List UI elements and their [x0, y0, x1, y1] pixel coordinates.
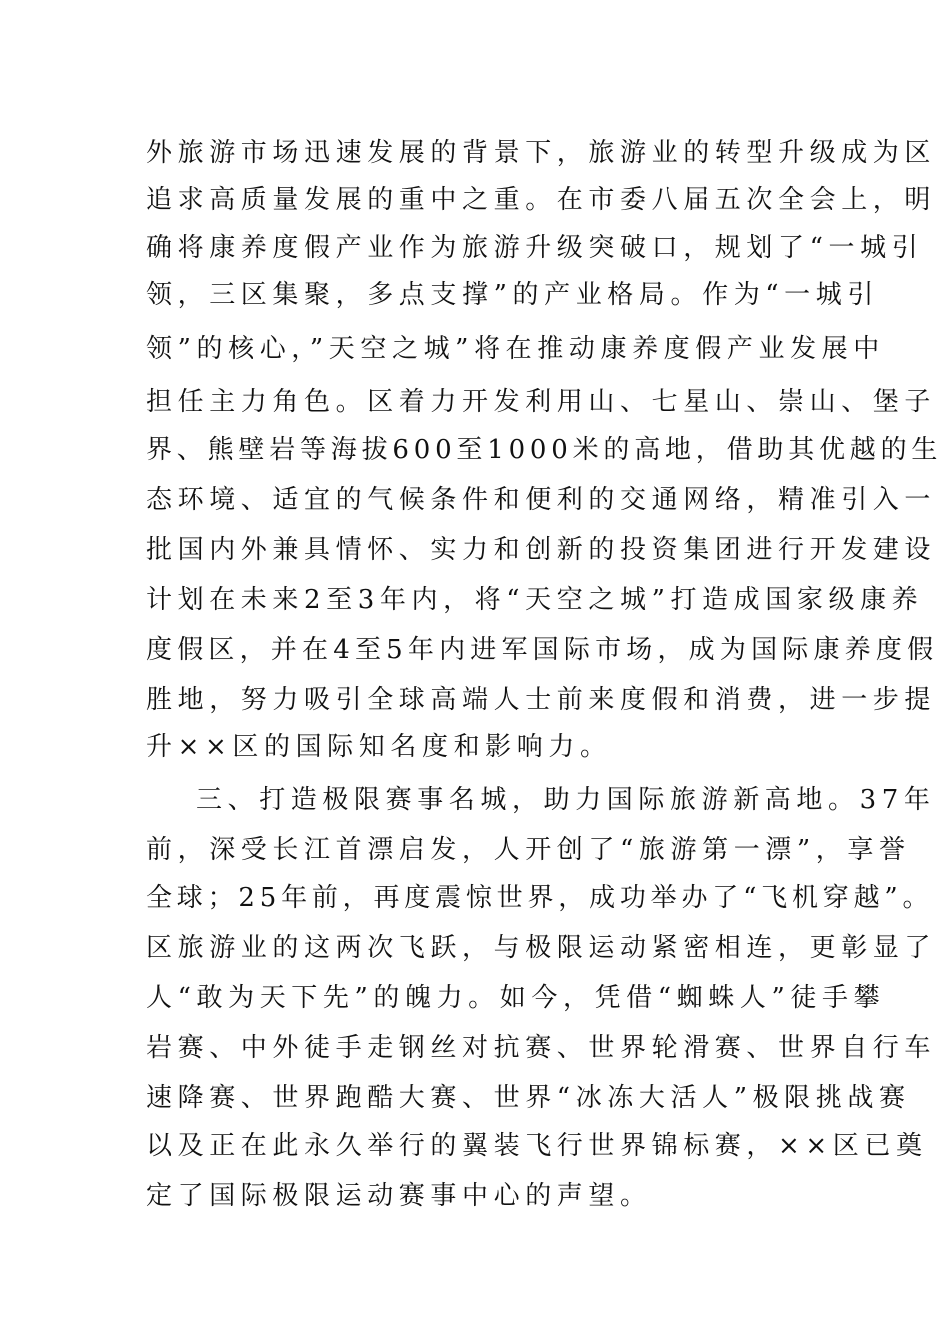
text-line: 以及正在此永久举行的翼装飞行世界锦标赛，××区已奠 — [146, 1131, 928, 1161]
text-line: 前，深受长江首漂启发，人开创了“旅游第一漂”，享誉 — [146, 835, 911, 865]
text-line: 界、熊壁岩等海拔600至1000米的高地，借助其优越的生 — [146, 435, 943, 465]
text-line: 态环境、适宜的气候条件和便利的交通网络，精准引入一 — [146, 485, 937, 515]
text-line: 定了国际极限运动赛事中心的声望。 — [146, 1181, 652, 1211]
text-line: 速降赛、世界跑酷大赛、世界“冰冻大活人”极限挑战赛 — [146, 1083, 911, 1113]
text-line: 胜地，努力吸引全球高端人士前来度假和消费，进一步提 — [146, 685, 937, 715]
text-line: 岩赛、中外徒手走钢丝对抗赛、世界轮滑赛、世界自行车 — [146, 1033, 937, 1063]
text-line: 度假区，并在4至5年内进军国际市场，成为国际康养度假 — [146, 635, 939, 665]
text-line: 升××区的国际知名度和影响力。 — [146, 732, 612, 762]
text-line: 领”的核心，”天空之城”将在推动康养度假产业发展中 — [146, 334, 885, 364]
text-line: 全球；25年前，再度震惊世界，成功举办了“飞机穿越”。 — [146, 883, 934, 913]
text-line: 外旅游市场迅速发展的背景下，旅游业的转型升级成为区 — [146, 138, 937, 168]
text-line: 区旅游业的这两次飞跃，与极限运动紧密相连，更彰显了 — [146, 933, 937, 963]
text-line: 担任主力角色。区着力开发利用山、七星山、崇山、堡子 — [146, 387, 937, 417]
text-line: 批国内外兼具情怀、实力和创新的投资集团进行开发建设 — [146, 535, 937, 565]
text-line: 追求高质量发展的重中之重。在市委八届五次全会上，明 — [146, 185, 937, 215]
section-heading-line: 三、打造极限赛事名城，助力国际旅游新高地。37年 — [196, 785, 936, 815]
text-line: 领，三区集聚，多点支撑”的产业格局。作为“一城引 — [146, 280, 879, 310]
text-line: 人“敢为天下先”的魄力。如今，凭借“蜘蛛人”徒手攀 — [146, 983, 886, 1013]
text-line: 计划在未来2至3年内，将“天空之城”打造成国家级康养 — [146, 585, 924, 615]
text-line: 确将康养度假产业作为旅游升级突破口，规划了“一城引 — [146, 233, 924, 263]
